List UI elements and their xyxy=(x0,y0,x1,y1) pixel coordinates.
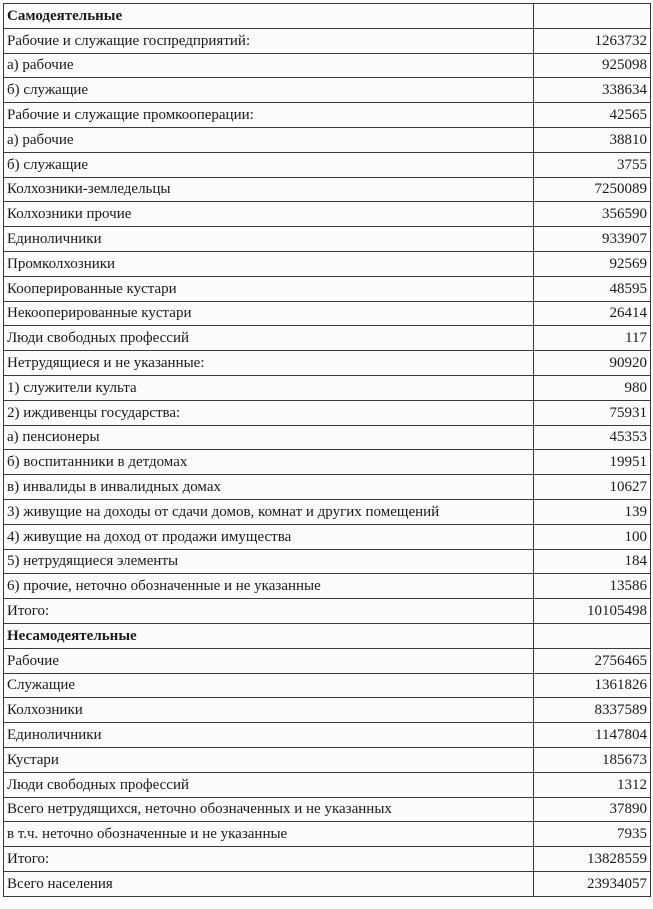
population-table xyxy=(3,3,651,897)
section-header-row xyxy=(4,4,651,29)
table-row xyxy=(4,549,651,574)
table-row xyxy=(4,375,651,400)
table-row xyxy=(4,103,651,128)
table-row xyxy=(4,326,651,351)
row-value: 26414 xyxy=(534,301,651,326)
row-label: 5) нетрудящиеся элементы xyxy=(4,549,534,574)
row-value: 338634 xyxy=(534,78,651,103)
row-value: 100 xyxy=(534,524,651,549)
section-header-row xyxy=(4,623,651,648)
row-label: б) служащие xyxy=(4,78,534,103)
table-row xyxy=(4,822,651,847)
table-row xyxy=(4,723,651,748)
row-value: 1312 xyxy=(534,772,651,797)
row-label: а) рабочие xyxy=(4,53,534,78)
row-value: 185673 xyxy=(534,747,651,772)
row-value: 7250089 xyxy=(534,177,651,202)
row-label: 4) живущие на доход от продажи имущества xyxy=(4,524,534,549)
row-label: Рабочие xyxy=(4,648,534,673)
row-label: Итого: xyxy=(4,847,534,872)
table-row xyxy=(4,227,651,252)
row-label: Служащие xyxy=(4,673,534,698)
row-value: 75931 xyxy=(534,400,651,425)
table-row xyxy=(4,599,651,624)
table-row xyxy=(4,301,651,326)
table-row xyxy=(4,202,651,227)
table-row xyxy=(4,847,651,872)
row-value: 1263732 xyxy=(534,28,651,53)
table-row xyxy=(4,648,651,673)
row-value: 13828559 xyxy=(534,847,651,872)
table-row xyxy=(4,28,651,53)
row-value: 7935 xyxy=(534,822,651,847)
row-label: Люди свободных профессий xyxy=(4,772,534,797)
row-value: 38810 xyxy=(534,127,651,152)
row-label: Кооперированные кустари xyxy=(4,276,534,301)
row-value: 13586 xyxy=(534,574,651,599)
row-label: Единоличники xyxy=(4,723,534,748)
row-value: 90920 xyxy=(534,351,651,376)
row-label: 6) прочие, неточно обозначенные и не указанные xyxy=(4,574,534,599)
row-label: а) рабочие xyxy=(4,127,534,152)
row-value: 139 xyxy=(534,499,651,524)
table-row xyxy=(4,772,651,797)
table-row xyxy=(4,53,651,78)
table-row xyxy=(4,673,651,698)
row-value: 8337589 xyxy=(534,698,651,723)
row-value: 3755 xyxy=(534,152,651,177)
row-value: 10627 xyxy=(534,475,651,500)
row-label: а) пенсионеры xyxy=(4,425,534,450)
row-label: Люди свободных профессий xyxy=(4,326,534,351)
row-value: 19951 xyxy=(534,450,651,475)
row-label: Колхозники-земледельцы xyxy=(4,177,534,202)
row-value: 184 xyxy=(534,549,651,574)
table-row xyxy=(4,425,651,450)
row-value: 933907 xyxy=(534,227,651,252)
table-body xyxy=(4,4,651,897)
row-label: 2) иждивенцы государства: xyxy=(4,400,534,425)
row-value: 117 xyxy=(534,326,651,351)
row-value: 980 xyxy=(534,375,651,400)
row-label: Кустари xyxy=(4,747,534,772)
row-label: Рабочие и служащие госпредприятий: xyxy=(4,28,534,53)
table-row xyxy=(4,871,651,896)
table-row xyxy=(4,475,651,500)
table-row xyxy=(4,78,651,103)
row-label: Рабочие и служащие промкооперации: xyxy=(4,103,534,128)
row-value: 925098 xyxy=(534,53,651,78)
row-label: Промколхозники xyxy=(4,251,534,276)
row-label: Итого: xyxy=(4,599,534,624)
table-row xyxy=(4,797,651,822)
row-value: 45353 xyxy=(534,425,651,450)
section-title-value-cell xyxy=(534,4,651,29)
table-row xyxy=(4,574,651,599)
table-row xyxy=(4,450,651,475)
row-label: в т.ч. неточно обозначенные и не указанные xyxy=(4,822,534,847)
row-value: 37890 xyxy=(534,797,651,822)
table-row xyxy=(4,400,651,425)
table-row xyxy=(4,524,651,549)
row-label: Нетрудящиеся и не указанные: xyxy=(4,351,534,376)
row-value: 1147804 xyxy=(534,723,651,748)
section-title-value-cell xyxy=(534,623,651,648)
row-label: б) служащие xyxy=(4,152,534,177)
row-value: 42565 xyxy=(534,103,651,128)
row-label: 3) живущие на доходы от сдачи домов, комнат и других помещений xyxy=(4,499,534,524)
row-label: Всего населения xyxy=(4,871,534,896)
table-row xyxy=(4,747,651,772)
row-value: 48595 xyxy=(534,276,651,301)
table-row xyxy=(4,127,651,152)
row-label: Колхозники xyxy=(4,698,534,723)
row-value: 23934057 xyxy=(534,871,651,896)
row-label: Некооперированные кустари xyxy=(4,301,534,326)
row-value: 1361826 xyxy=(534,673,651,698)
table-row xyxy=(4,177,651,202)
row-label: Колхозники прочие xyxy=(4,202,534,227)
row-label: Единоличники xyxy=(4,227,534,252)
section-title: Несамодеятельные xyxy=(4,623,534,648)
table-row xyxy=(4,152,651,177)
table-row xyxy=(4,499,651,524)
section-title: Самодеятельные xyxy=(4,4,534,29)
row-value: 356590 xyxy=(534,202,651,227)
row-value: 2756465 xyxy=(534,648,651,673)
table-row xyxy=(4,251,651,276)
table-row xyxy=(4,351,651,376)
row-label: Всего нетрудящихся, неточно обозначенных и не указанных xyxy=(4,797,534,822)
row-label: 1) служители культа xyxy=(4,375,534,400)
row-label: в) инвалиды в инвалидных домах xyxy=(4,475,534,500)
row-value: 92569 xyxy=(534,251,651,276)
row-label: б) воспитанники в детдомах xyxy=(4,450,534,475)
table-row xyxy=(4,698,651,723)
row-value: 10105498 xyxy=(534,599,651,624)
table-row xyxy=(4,276,651,301)
